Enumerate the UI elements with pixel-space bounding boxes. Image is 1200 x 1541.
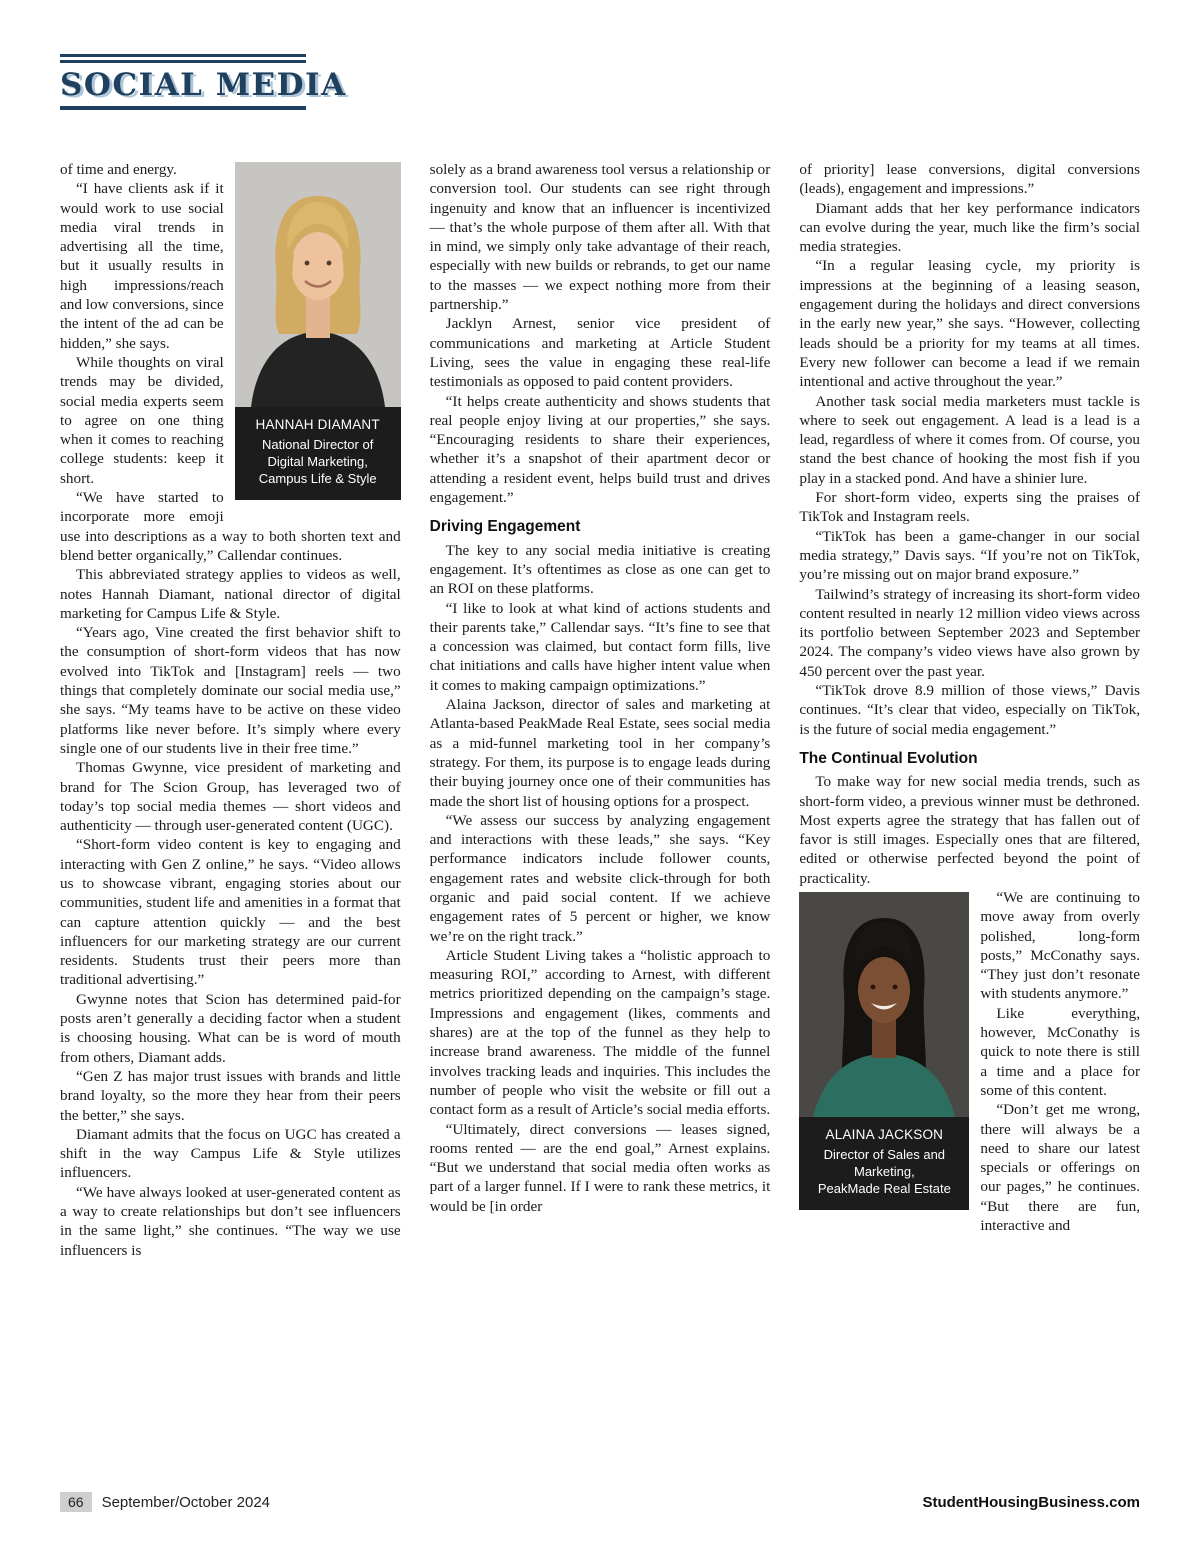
- paragraph: of priority] lease conversions, digital conversions (leads), engagement and impressions.”: [799, 161, 1141, 198]
- paragraph: Thomas Gwynne, vice president of marketing and brand for The Scion Group, has leveraged two of today’s top social media themes — short videos and authenticity — through user-generated content (UGC).: [60, 759, 401, 835]
- paragraph: “Short-form video content is key to engaging and interacting with Gen Z online,” he says. “Video allows us to showcase vibrant, engaging stories about our communities, student life and amenities in a format that can capture attention quickly — and the best influencers for our marketing strategy are our current residents. Students trust their peers more than traditional advertising.”: [60, 836, 401, 989]
- alaina-jackson-photo: [799, 892, 969, 1117]
- issue-date: September/October 2024: [101, 1493, 271, 1511]
- column-1: [60, 160, 401, 1260]
- paragraph: For short-form video, experts sing the praises of TikTok and Instagram reels.: [799, 489, 1141, 526]
- paragraph: “I have clients ask if it would work to use social media viral trends in advertising all the time, but it usually results in high impressions/reach and low conversions, since the intent of the ad can be hidden,” she says.: [60, 180, 224, 352]
- masthead-bottom-rule: [60, 106, 306, 110]
- paragraph: “In a regular leasing cycle, my priority is impressions at the beginning of a leasing season, engagement during the holidays and direct conversions in the early new year,” she says. “However, collecting leads should be a priority for my teams at all times. Every new follower can become a lead if we remain intentional and active throughout the year.”: [799, 257, 1141, 391]
- paragraph: of time and energy.: [60, 161, 177, 178]
- paragraph: Alaina Jackson, director of sales and marketing at Atlanta-based PeakMade Real Estate, sees social media as a mid-funnel marketing tool in her company’s strategy. For them, its purpose is to engage leads during their buying journey once one of their communities has made the short list of housing options for a prospect.: [429, 696, 771, 810]
- paragraph: “TikTok has been a game-changer in our social media strategy,” Davis says. “If you’re not on TikTok, you’re missing out on major brand exposure.”: [799, 527, 1141, 584]
- subheading-continual-evolution: The Continual Evolution: [799, 749, 978, 767]
- paragraph: Like everything, however, McConathy is quick to note there is still a time and a place for some of this content.: [980, 1004, 1141, 1099]
- paragraph: “Years ago, Vine created the first behavior shift to the consumption of short-form videos that has now evolved into TikTok and [Instagram] reels — two things that completely dominate our social media use,” she says. “My teams have to be active on these video platforms like never before. It’s simply where every single one of our students live in their free time.”: [60, 624, 401, 757]
- paragraph: Diamant admits that the focus on UGC has created a shift in the way Campus Life & Style utilizes influencers.: [60, 1125, 401, 1182]
- paragraph: This abbreviated strategy applies to videos as well, notes Hannah Diamant, national director of digital marketing for Campus Life & Style.: [60, 566, 401, 622]
- photo-caption-jackson: [799, 1117, 969, 1210]
- subheading-driving-engagement: Driving Engagement: [429, 518, 581, 536]
- paragraph: Gwynne notes that Scion has determined paid-for posts aren’t generally a deciding factor when a student is choosing housing. What can be is word of mouth from others, Diamant adds.: [60, 990, 401, 1066]
- paragraph: “We have always looked at user-generated content as a way to create relationships but don’t see influencers in the same light,” she continues. “The way we use influencers is: [60, 1183, 401, 1259]
- caption-role-line: Campus Life & Style: [258, 471, 377, 486]
- paragraph: While thoughts on viral trends may be divided, social media experts seem to agree on one thing when it comes to reaching college students: keep it short.: [60, 353, 224, 487]
- column-3: [799, 160, 1140, 1260]
- caption-role-line: National Director of: [262, 437, 374, 452]
- paragraph: Jacklyn Arnest, senior vice president of communications and marketing at Article Student Living, sees the value in engaging these real-life testimonials as opposed to paid content providers.: [429, 315, 771, 391]
- hannah-diamant-photo: [235, 162, 401, 407]
- paragraph: “Ultimately, direct conversions — leases signed, rooms rented — are the end goal,” Arnest explains. “But we understand that social media often works as part of a larger funnel. If I were to rank these metrics, it would be [in order: [429, 1120, 771, 1215]
- paragraph: “Gen Z has major trust issues with brands and little brand loyalty, so the more they hear from their peers the better,” she says.: [60, 1067, 401, 1124]
- paragraph: Tailwind’s strategy of increasing its short-form video content resulted in nearly 12 million video views across its portfolio between September 2023 and September 2024. The company’s video views have also grown by 450 percent over the past year.: [799, 585, 1141, 680]
- portrait-hannah-diamant: [235, 162, 401, 500]
- caption-role-line: Marketing,: [853, 1163, 915, 1179]
- paragraph: Diamant adds that her key performance indicators can evolve during the year, much like the firm’s social media strategies.: [799, 199, 1141, 256]
- caption-role-line: Digital Marketing,: [267, 454, 368, 469]
- page-footer: [60, 1492, 1140, 1512]
- paragraph: “TikTok drove 8.9 million of those views,” Davis continues. “It’s clear that video, especially on TikTok, is the future of social media engagement.”: [799, 682, 1141, 738]
- paragraph: “I like to look at what kind of actions students and their parents take,” Callendar says. “It’s fine to see that a concession was claimed, but contact form fills, live chat initiations and calls have higher intent value when it comes to making campaign optimizations.”: [429, 599, 771, 694]
- paragraph: “We are continuing to move away from overly polished, long-form posts,” McConathy says. “They just don’t resonate with students anymore.”: [980, 888, 1141, 1003]
- caption-name: ALAINA JACKSON: [825, 1126, 944, 1142]
- paragraph: “We assess our success by analyzing engagement and interactions with these leads,” she says. “Key performance indicators include follower counts, engagement rates and website click-through for both organic and paid social content. If we achieve engagement rates of 5 percent or higher, we know we’re on the right track.”: [429, 811, 771, 945]
- section-title: SOCIAL MEDIA: [60, 67, 347, 103]
- section-header: [60, 54, 347, 110]
- caption-role-line: PeakMade Real Estate: [817, 1180, 951, 1196]
- portrait-alaina-jackson: [799, 892, 969, 1210]
- paragraph: “We have started to incorporate more emoji use into descriptions as a way to both shorten text and blend better organically,” Callendar continues.: [60, 489, 401, 564]
- paragraph: Article Student Living takes a “holistic approach to measuring ROI,” according to Arnest, with different metrics prioritized depending on the campaign’s stage. Impressions and engagement (likes, comments and shares) are at the top of the funnel as they help to increase brand awareness. The middle of the funnel involves tracking leads and inquiries. This includes the number of people who visit the website or fill out a contact form as a result of Article’s social media efforts.: [429, 946, 771, 1119]
- paragraph: The key to any social media initiative is creating engagement. It’s oftentimes as close as one can get to an ROI on these platforms.: [429, 541, 771, 598]
- article-body: [60, 160, 1140, 1260]
- paragraph: solely as a brand awareness tool versus a relationship or conversion tool. Our students can see right through ingenuity and know that an influencer is incentivized — that’s the whole purpose of them after all. With that in mind, we simply only take advantage of their reach, especially with new builds or rebrands, to get our name to the masses — we expect nothing more from their partnership.”: [429, 161, 771, 314]
- masthead-top-rule: [60, 54, 306, 63]
- publication-website: StudentHousingBusiness.com: [922, 1493, 1140, 1511]
- paragraph: “It helps create authenticity and shows students that real people enjoy living at our properties,” she says. “Encouraging residents to share their experiences, whether it’s a snapshot of their apartment decor or attending a resident event, helps build trust and drives engagement.”: [429, 392, 771, 507]
- column-2: [430, 160, 771, 1260]
- paragraph: Another task social media marketers must tackle is where to seek out engagement. A lead is a lead is a lead, regardless of where it comes from. Of course, you stand the best chance of hooking the most fish if you play in a stacked pond. And have a shinier lure.: [799, 392, 1141, 487]
- paragraph: To make way for new social media trends, such as short-form video, a previous winner must be dethroned. Most experts agree the strategy that has fallen out of favor is still images. Especially ones that are filtered, edited or otherwise perfected beyond the point of practicality.: [799, 773, 1141, 887]
- caption-name: HANNAH DIAMANT: [255, 417, 380, 432]
- page-number: 66: [60, 1492, 92, 1512]
- paragraph: “Don’t get me wrong, there will always be a need to share our latest specials or offerings on our pages,” he continues. “But there are fun, interactive and: [980, 1101, 1141, 1235]
- photo-caption-diamant: [235, 407, 401, 500]
- caption-role-line: Director of Sales and: [823, 1146, 946, 1162]
